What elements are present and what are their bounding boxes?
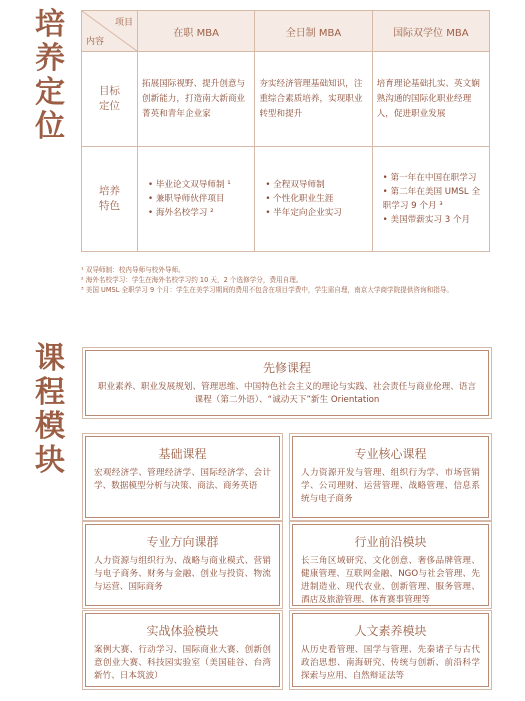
title-char: 块	[35, 443, 65, 478]
table-header-row	[82, 11, 490, 52]
column-header-dual-degree-mba: 国际双学位 MBA	[372, 11, 489, 52]
table-cell	[138, 147, 255, 252]
feature-item: • 个性化职业生涯	[265, 192, 367, 206]
footnotes	[81, 265, 493, 295]
table-cell	[255, 147, 372, 252]
footnote: ¹ 双导师制：校内导师与校外导师。	[81, 266, 185, 274]
corner-label-content: 内容	[86, 37, 105, 47]
row-label-line: 目标	[99, 85, 120, 97]
table-row-goal	[82, 52, 490, 147]
module-title: 先修课程	[262, 361, 311, 375]
feature-item: • 兼职导师伙伴项目	[148, 192, 250, 206]
module-core	[292, 436, 489, 518]
module-foundation	[85, 436, 280, 518]
row-label-line: 特色	[99, 200, 120, 212]
module-title: 专业方向课群	[146, 535, 219, 549]
module-frontier	[292, 524, 489, 606]
feature-item: • 全程双导师制	[265, 178, 367, 192]
module-title: 实战体验模块	[146, 624, 219, 638]
row-label-goal	[82, 52, 138, 147]
feature-item: • 第二年在美国 UMSL 全职学习 9 个月 ³	[383, 185, 485, 213]
section-title-positioning	[33, 8, 67, 144]
module-direction	[85, 524, 280, 606]
module-body: 宏观经济学、管理经济学、国际经济学、会计学、数据模型分析与决策、商法、商务英语	[94, 468, 271, 491]
footnote: ³ 美国 UMSL 全职学习 9 个月：学生在美学习期间的费用不包含在项目学费中，学生需自理，南京大学商学院提供咨询和指导。	[81, 286, 453, 294]
feature-item: • 海外名校学习 ²	[148, 206, 250, 220]
row-label-features	[82, 147, 138, 252]
program-positioning-table	[81, 10, 490, 252]
feature-item: • 毕业论文双导师制 ¹	[148, 178, 250, 192]
corner-label-item: 项目	[114, 18, 133, 28]
module-body: 人力资源开发与管理、组织行为学、市场营销学、公司理财、运营管理、战略管理、信息系统与电子商务	[301, 468, 480, 504]
row-label-line: 培养	[99, 185, 120, 197]
module-prerequisite	[85, 350, 489, 416]
table-cell	[372, 147, 489, 252]
module-body: 案例大赛、行动学习、国际商业大赛、创新创意创业大赛、科技园实验室（美国硅谷、台湾新竹、日本筑波）	[94, 645, 271, 681]
column-header-parttime-mba: 在职 MBA	[138, 11, 255, 52]
module-title: 人文素养模块	[354, 624, 427, 638]
module-body: 人力资源与组织行为、战略与商业模式、营销与电子商务、财务与金融、创业与投资、物流与运营、国际商务	[94, 556, 271, 592]
column-header-fulltime-mba: 全日制 MBA	[255, 11, 372, 52]
title-char: 模	[35, 409, 65, 444]
table-row-features	[82, 147, 490, 252]
feature-item: • 第一年在中国在职学习	[383, 171, 485, 185]
module-body: 职业素养、职业发展规划、管理思维、中国特色社会主义的理论与实践、社会责任与商业伦理、语言课程（第二外语）、“诚动天下”新生 Orientation	[97, 382, 477, 405]
table-cell: 夯实经济管理基础知识，注重综合素质培养，实现职业转型和提升	[255, 52, 372, 147]
feature-item: • 美国带薪实习 3 个月	[383, 213, 485, 227]
title-char: 程	[35, 375, 65, 410]
module-title: 专业核心课程	[354, 447, 427, 461]
module-body: 长三角区域研究、文化创意、奢侈品牌管理、健康管理、互联网金融、NGO与社会管理、先进制造业、现代农业、创新管理、服务管理、酒店及旅游管理、体育赛事管理等	[301, 556, 480, 605]
table-corner-cell	[82, 11, 138, 52]
module-title: 基础课程	[158, 447, 207, 461]
module-body: 从历史看管理、国学与管理、先秦诸子与古代政治思想、南海研究、传统与创新、前沿科学探索与应用、自然辩证法等	[301, 645, 480, 681]
module-humanities	[292, 613, 489, 687]
section-title-modules	[33, 342, 67, 478]
table-cell: 培育理论基础扎实、英文娴熟沟通的国际化职业经理人，促进职业发展	[372, 52, 489, 147]
table-cell: 拓展国际视野、提升创意与创新能力，打造南大新商业菁英和青年企业家	[138, 52, 255, 147]
title-char: 培	[35, 7, 65, 42]
title-char: 课	[35, 341, 65, 376]
module-title: 行业前沿模块	[354, 535, 427, 549]
module-practice	[85, 613, 280, 687]
row-label-line: 定位	[99, 100, 120, 112]
title-char: 位	[35, 109, 65, 144]
feature-item: • 半年定向企业实习	[265, 206, 367, 220]
title-char: 定	[35, 75, 65, 110]
title-char: 养	[35, 41, 65, 76]
footnote: ² 海外名校学习：学生在海外名校学习约 10 天，2 个选修学分，费用自理。	[81, 276, 303, 284]
